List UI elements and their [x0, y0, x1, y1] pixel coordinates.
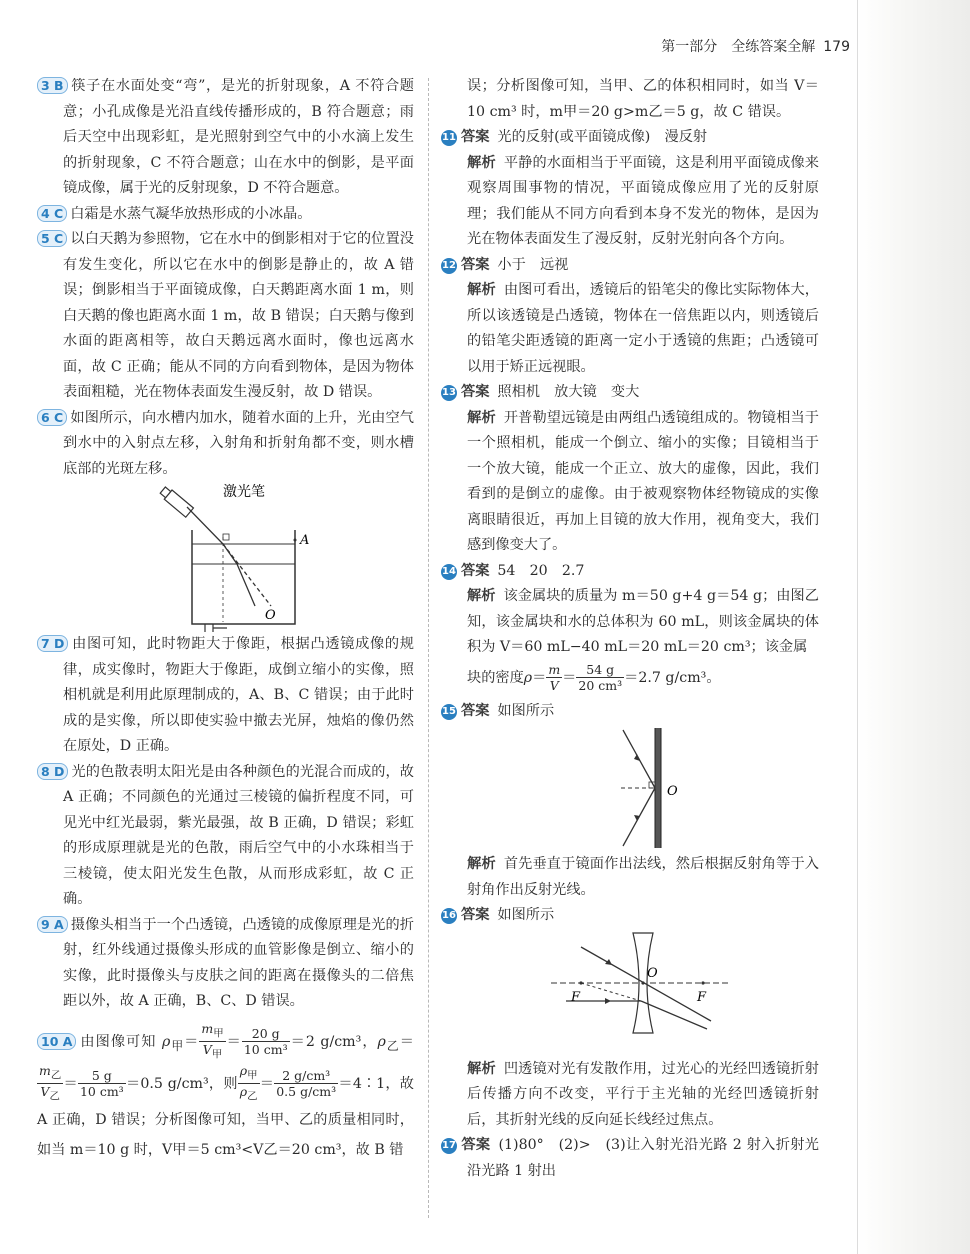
- answer-item-15: [441, 699, 819, 904]
- water-tank-figure: [37, 482, 414, 632]
- answer-item-12: [441, 253, 819, 381]
- explanation-text: 由图可看出，透镜后的铅笔尖的像比实际物体大，所以该透镜是凸透镜，物体在一倍焦距以内，则透镜后的铅笔尖距透镜的距离一定小于透镜的焦距；凸透镜可以用于矫正远视眼。: [467, 282, 819, 375]
- answer-value: 如图所示: [497, 702, 555, 719]
- explanation-label: 解析: [467, 1060, 496, 1077]
- answer-text: 摄像头相当于一个凸透镜，凸透镜的成像原理是光的折射，红外线通过摄像头形成的血管影像是倒立、缩小的实像，此时摄像头与皮肤之间的距离在摄像头的二倍焦距以外，故 A 正确，B、C、D 错误。: [63, 916, 414, 1009]
- explanation-label: 解析: [467, 154, 496, 171]
- answer-value: (1)80° (2)> (3)让入射光沿光路 2 射入折射光沿光路 1 射出: [467, 1137, 819, 1179]
- header-title: 第一部分 全练答案全解: [661, 39, 816, 55]
- fig-label-laser: 激光笔: [223, 484, 265, 500]
- answer-item-7: [37, 632, 414, 760]
- answer-badge: 4 C: [37, 205, 67, 222]
- answer-value: 54 20 2.7: [497, 562, 585, 579]
- answer-text: 光的色散表明太阳光是由各种颜色的光混合而成的，故 A 正确；不同颜色的光通过三棱镜的偏折程度不同，可见光中红光最弱，紫光最强，故 B 正确，D 错误；彩虹的形成原理就是光的色散，雨后空气中的小水珠相当于三棱镜，使太阳光发生色散，从而形成彩虹，故 C 正确。: [63, 763, 414, 907]
- answer-badge: 3 B: [37, 77, 68, 94]
- question-number: 15: [441, 704, 457, 720]
- answer-item-6: [37, 406, 414, 483]
- answer-item-16: [441, 903, 819, 1133]
- question-number: 13: [441, 385, 457, 401]
- fraction: $\frac{m_甲}{V_甲}$: [201, 1020, 224, 1061]
- mirror-diagram: [441, 724, 819, 852]
- fraction: $\frac{20 g}{\text{10 cm³}}$: [243, 1026, 288, 1057]
- page-edge: [858, 0, 970, 1254]
- mirror-figure: [441, 724, 819, 852]
- fraction: $\frac{\rho_甲}{\rho_乙}$: [239, 1062, 258, 1103]
- answer-item-10-continued: [441, 74, 819, 125]
- question-number: 11: [441, 130, 457, 146]
- fraction: $\frac{\text{2 g/cm³}}{\text{0.5 g/cm³}}$: [276, 1068, 337, 1099]
- explanation-text: 开普勒望远镜是由两组凸透镜组成的。物镜相当于一个照相机，能成一个倒立、缩小的实像；目镜相当于一个放大镜，能成一个正立、放大的虚像，因此，我们看到的是倒立的虚像。由于被观察物体经物镜成的实像离眼睛很近，再加上目镜的放大作用，视角变大，我们感到像变大了。: [467, 409, 819, 553]
- explanation-label: 解析: [467, 588, 496, 604]
- explanation-text: 块的密度: [467, 669, 524, 686]
- answer-item-8: [37, 760, 414, 913]
- concave-lens-figure: [441, 929, 819, 1057]
- answer-item-17: [441, 1133, 819, 1184]
- answer-value: 照相机 放大镜 变大: [497, 384, 640, 400]
- answer-label: 答案: [461, 562, 490, 579]
- answer-text: 以白天鹅为参照物，它在水中的倒影相对于它的位置没有发生变化，所以它在水中的倒影是静止的，故 A 错误；倒影相当于平面镜成像，白天鹅距离水面 1 m，则白天鹅的像也距离水面 1 m，故 B 错误；白天鹅与像到水面的距离相等，故白天鹅远离水面时，像也远离水面，故 C 正确；能从不同的方向看到物体，是因为物体表面粗糙，光在物体表面发生漫反射，故 D 错误。: [63, 231, 414, 400]
- answer-item-10: 10 A 由图像可知 $\rho_甲=$ $\frac{m_甲}{V_甲}$ ＝ $\frac{20 g}{\text{10 cm³}}$ ＝2 g/cm³，$\rho_乙=$ $\frac{m_乙}{V_乙}$ ＝ $\frac{5 g}{\text{10 cm³}}$ ＝0.5 g/cm³，则 $\frac{\rho_甲}{\rho_乙}$ ＝ $\frac{\text{2 g/cm³}}{\text{0.5 g/cm³}}$ ＝4∶1，故 A 正确，D 错误；分析图像可知，当甲、乙的质量相同时，如当 m＝10 g 时，V甲＝5 cm³<V乙＝20 cm³，故 B 错: [37, 1020, 414, 1158]
- answer-label: 答案: [461, 384, 490, 400]
- water-tank-diagram: [37, 482, 414, 632]
- page-header: [470, 36, 850, 56]
- answer-label: 答案: [461, 129, 490, 145]
- fig-label-f-right: F: [697, 989, 707, 1005]
- explanation-label: 解析: [467, 409, 496, 426]
- answer-item-11: [441, 125, 819, 253]
- question-number: 16: [441, 908, 457, 924]
- answer-text: 由图像可知: [79, 1033, 157, 1050]
- answer-text: ＝4∶1，故 A 正确，D 错误；分析图像可知，当甲、乙的质量相同时，如当 m＝10 g 时，V甲＝5 cm³<V乙＝20 cm³，故 B 错: [37, 1075, 414, 1158]
- answer-item-5: [37, 227, 414, 406]
- explanation-label: 解析: [467, 282, 496, 298]
- column-divider: [428, 78, 429, 1218]
- answer-item-4: [37, 202, 414, 228]
- left-column: [37, 74, 414, 1165]
- fig-label-o: O: [265, 608, 276, 623]
- answer-label: 答案: [461, 1137, 491, 1153]
- answer-text: ，则: [208, 1075, 238, 1092]
- answer-label: 答案: [461, 702, 490, 719]
- concave-lens-diagram: [441, 929, 819, 1057]
- answer-label: 答案: [461, 907, 490, 923]
- question-number: 12: [441, 258, 457, 274]
- fraction: $\frac{5 g}{\text{10 cm³}}$: [79, 1068, 124, 1099]
- answer-text: 白霜是水蒸气凝华放热形成的小冰晶。: [70, 205, 312, 222]
- explanation-text: 凹透镜对光有发散作用，过光心的光经凹透镜折射后传播方向不改变，平行于主光轴的光经凹透镜折射后，其折射光线的反向延长线经过焦点。: [467, 1060, 819, 1128]
- question-number: 17: [441, 1138, 457, 1154]
- answer-badge: 8 D: [37, 763, 68, 780]
- explanation-text: 平静的水面相当于平面镜，这是利用平面镜成像来观察周围事物的情况，平面镜成像应用了光的反射原理；我们能从不同方向看到本身不发光的物体，是因为光在物体表面发生了漫反射，反射光射向各个方向。: [467, 154, 819, 247]
- fig-label-o: O: [667, 784, 678, 799]
- page-number: 179: [823, 39, 850, 55]
- answer-text: 误；分析图像可知，当甲、乙的体积相同时，如当 V＝10 cm³ 时，m甲＝20 g>m乙＝5 g，故 C 错误。: [467, 78, 819, 120]
- page-edge-line: [857, 0, 858, 1254]
- answer-value: 光的反射(或平面镜成像) 漫反射: [497, 129, 708, 145]
- answer-item-9: [37, 913, 414, 1015]
- fig-label-o: O: [647, 965, 658, 981]
- answer-item-13: [441, 380, 819, 559]
- question-number: 14: [441, 564, 457, 580]
- answer-badge: 10 A: [37, 1033, 76, 1050]
- answer-text: ，: [361, 1033, 378, 1050]
- fig-label-a: A: [300, 533, 310, 548]
- answer-badge: 9 A: [37, 916, 68, 933]
- fraction: $\frac{m}{V}$: [548, 662, 561, 693]
- answer-badge: 7 D: [37, 635, 68, 652]
- fraction: $\frac{m_乙}{V_乙}$: [39, 1062, 62, 1103]
- fig-label-f-left: F: [571, 989, 581, 1005]
- answer-text: 筷子在水面处变“弯”，是光的折射现象，A 不符合题意；小孔成像是光沿直线传播形成的，B 符合题意；雨后天空中出现彩虹，是光照射到空气中的小水滴上发生的折射现象，C 不符合题意；山在水中的倒影，是平面镜成像，属于光的反射现象，D 不符合题意。: [63, 78, 414, 196]
- answer-badge: 5 C: [37, 230, 67, 247]
- explanation-label: 解析: [467, 856, 496, 872]
- answer-value: 如图所示: [497, 907, 555, 923]
- answer-label: 答案: [461, 256, 490, 273]
- answer-badge: 6 C: [37, 409, 67, 426]
- right-column: [441, 74, 819, 1184]
- answer-item-14: 14 答案 54 20 2.7 解析 该金属块的质量为 m＝50 g+4 g＝54 g；由图乙知，该金属块和水的总体积为 60 mL，则该金属块的体积为 V＝60 mL−40 mL＝20 mL＝20 cm³；该金属 块的密度ρ＝ $\frac{m}{V}$ ＝ $\frac{54 g}{\text{20 cm³}}$ ＝2.7 g/cm³。: [442, 562, 819, 693]
- explanation-text: 该金属块的质量为 m＝50 g+4 g＝54 g；由图乙知，该金属块和水的总体积为 60 mL，则该金属块的体积为 V＝60 mL−40 mL＝20 mL＝20 cm³；该金属: [467, 588, 819, 655]
- answer-item-3: [37, 74, 414, 202]
- answer-text: 由图可知，此时物距大于像距，根据凸透镜成像的规律，成实像时，物距大于像距，成倒立缩小的实像，照相机就是利用此原理制成的，A、B、C 错误；由于此时成的是实像，所以即使实验中撤去光屏，烛焰的像仍然在原处，D 正确。: [63, 636, 414, 754]
- fraction: $\frac{54 g}{\text{20 cm³}}$: [578, 662, 623, 693]
- answer-value: 小于 远视: [497, 256, 569, 273]
- explanation-text: 首先垂直于镜面作出法线，然后根据反射角等于入射角作出反射光线。: [467, 856, 819, 898]
- answer-text: 如图所示，向水槽内加水，随着水面的上升，光由空气到水中的入射点左移，入射角和折射角都不变，则水槽底部的光斑左移。: [63, 409, 414, 477]
